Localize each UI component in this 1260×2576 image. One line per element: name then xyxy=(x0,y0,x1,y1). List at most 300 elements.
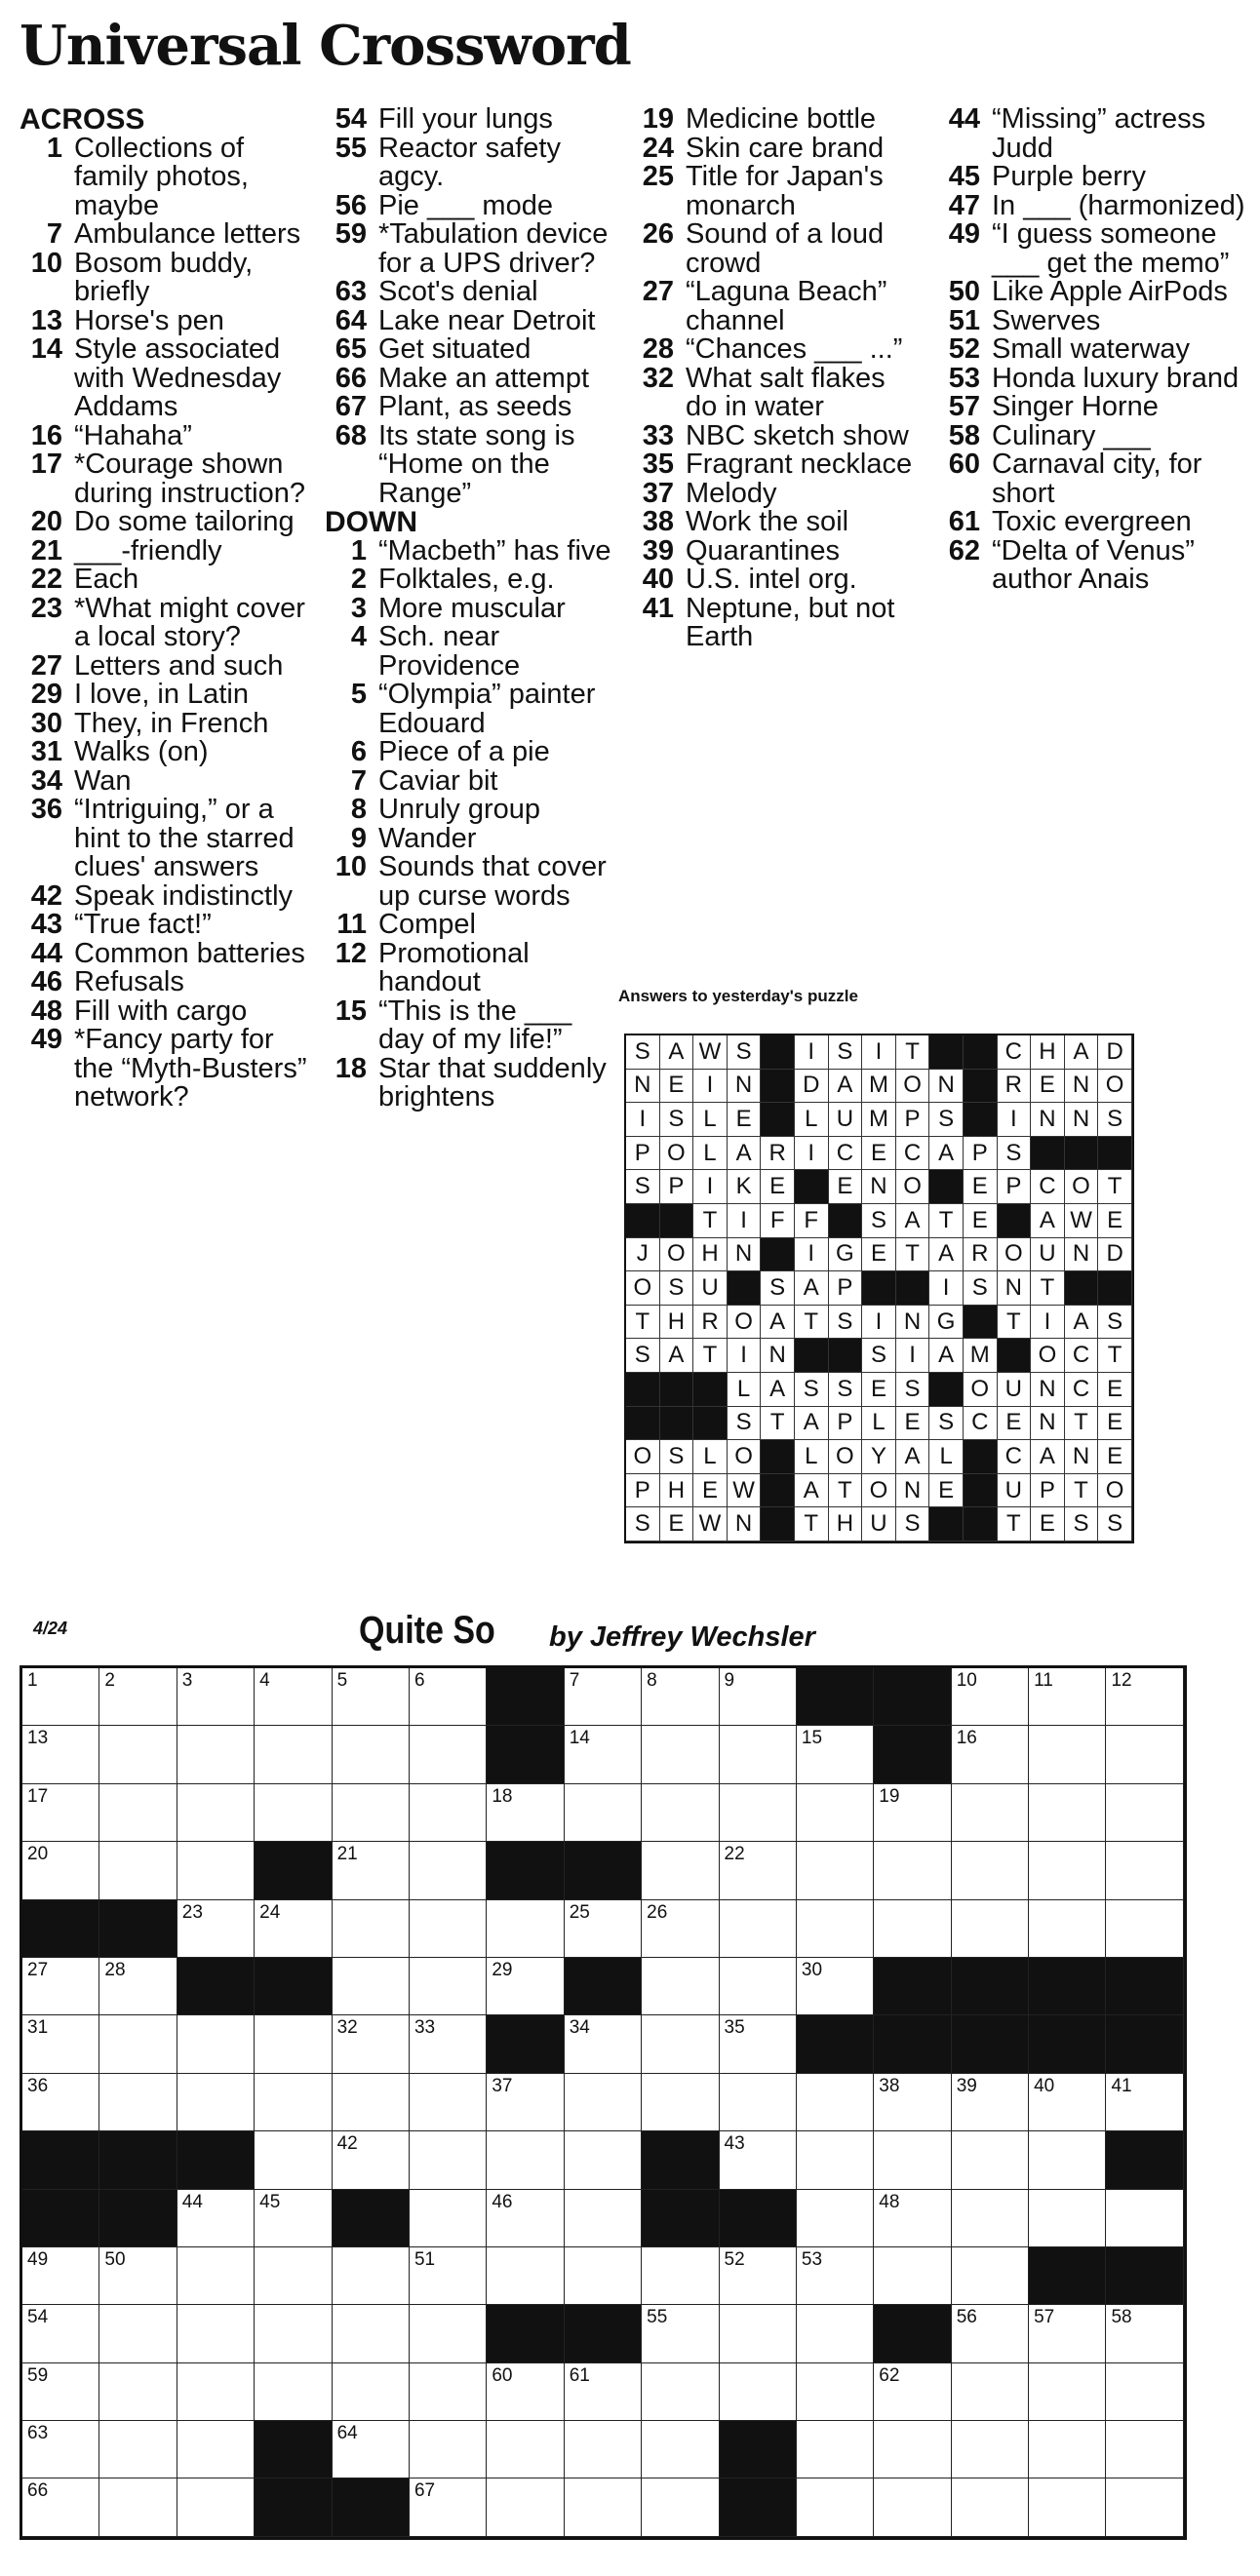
grid-cell[interactable] xyxy=(565,2131,642,2189)
grid-cell[interactable] xyxy=(410,2305,487,2362)
grid-cell[interactable] xyxy=(720,1900,797,1958)
answer-letter-cell: K xyxy=(728,1170,762,1204)
clue-item xyxy=(934,508,1246,537)
grid-cell[interactable] xyxy=(952,1784,1029,1842)
grid-cell[interactable] xyxy=(177,2247,255,2305)
grid-cell[interactable] xyxy=(642,2478,719,2536)
grid-cell[interactable] xyxy=(487,2478,564,2536)
grid-cell[interactable] xyxy=(1106,2190,1183,2247)
answer-block-cell xyxy=(929,1373,964,1407)
answer-letter-cell: E xyxy=(1098,1373,1132,1407)
grid-cell[interactable] xyxy=(333,2131,410,2189)
grid-block-cell xyxy=(565,2305,642,2362)
grid-cell[interactable] xyxy=(99,2015,177,2073)
grid-cell[interactable] xyxy=(1029,1668,1106,1726)
grid-cell[interactable] xyxy=(333,2074,410,2131)
clue-heading: DOWN xyxy=(325,506,417,538)
grid-cell[interactable] xyxy=(177,1784,255,1842)
clue-item xyxy=(630,419,923,451)
grid-cell[interactable] xyxy=(1029,1900,1106,1958)
grid-cell[interactable] xyxy=(720,2363,797,2421)
grid-cell[interactable] xyxy=(565,2478,642,2536)
grid-cell[interactable] xyxy=(874,2421,951,2478)
grid-cell[interactable] xyxy=(642,2363,719,2421)
answer-letter-cell: T xyxy=(1065,1474,1099,1508)
grid-cell[interactable] xyxy=(99,1784,177,1842)
grid-cell[interactable] xyxy=(22,2305,99,2362)
clue-number: 36 xyxy=(30,794,62,825)
clue-item xyxy=(934,278,1246,307)
grid-cell[interactable] xyxy=(642,1784,719,1842)
grid-cell[interactable] xyxy=(874,2247,951,2305)
grid-cell-number: 20 xyxy=(27,1844,49,1865)
grid-cell[interactable] xyxy=(797,2305,874,2362)
grid-cell[interactable] xyxy=(565,2421,642,2478)
grid-cell[interactable] xyxy=(99,2363,177,2421)
grid-cell[interactable] xyxy=(720,2015,797,2073)
grid-cell[interactable] xyxy=(410,2363,487,2421)
grid-cell[interactable] xyxy=(255,2305,332,2362)
grid-cell[interactable] xyxy=(22,1784,99,1842)
answer-letter-cell: C xyxy=(1065,1339,1099,1373)
grid-cell[interactable] xyxy=(177,2015,255,2073)
grid-cell[interactable] xyxy=(333,1784,410,1842)
grid-cell[interactable] xyxy=(410,1784,487,1842)
grid-cell[interactable] xyxy=(177,2074,255,2131)
clue-text: Folktales, e.g. xyxy=(378,564,555,595)
grid-cell[interactable] xyxy=(1029,2478,1106,2536)
clue-item xyxy=(630,592,923,652)
grid-cell-number: 45 xyxy=(259,2191,281,2212)
grid-cell[interactable] xyxy=(797,1900,874,1958)
clue-item xyxy=(20,592,312,652)
grid-cell[interactable] xyxy=(99,2074,177,2131)
grid-cell[interactable] xyxy=(720,2305,797,2362)
grid-cell[interactable] xyxy=(1029,2131,1106,2189)
answer-letter-cell: N xyxy=(1031,1373,1065,1407)
clue-text: Culinary ___ xyxy=(992,419,1151,451)
grid-cell[interactable] xyxy=(797,1784,874,1842)
answer-letter-cell: E xyxy=(829,1170,863,1204)
grid-cell[interactable] xyxy=(565,2190,642,2247)
grid-cell[interactable] xyxy=(565,2363,642,2421)
grid-cell[interactable] xyxy=(410,2247,487,2305)
clue-number: 7 xyxy=(46,218,62,250)
grid-cell[interactable] xyxy=(99,1668,177,1726)
grid-cell[interactable] xyxy=(1029,1726,1106,1783)
grid-cell[interactable] xyxy=(874,2074,951,2131)
grid-cell[interactable] xyxy=(1029,1784,1106,1842)
grid-cell[interactable] xyxy=(720,1726,797,1783)
grid-cell[interactable] xyxy=(797,1842,874,1899)
grid-block-cell xyxy=(952,1958,1029,2015)
clue-text: *Fancy party for the “Myth-Busters” network? xyxy=(74,1024,307,1112)
grid-cell[interactable] xyxy=(410,2190,487,2247)
grid-cell-number: 38 xyxy=(879,2075,900,2096)
clue-item xyxy=(20,997,312,1027)
clue-number: 18 xyxy=(335,1052,367,1084)
grid-cell[interactable] xyxy=(410,1900,487,1958)
grid-cell[interactable] xyxy=(874,2363,951,2421)
grid-cell[interactable] xyxy=(874,2190,951,2247)
grid-cell[interactable] xyxy=(410,1726,487,1783)
answer-letter-cell: N xyxy=(728,1238,762,1272)
grid-cell[interactable] xyxy=(410,2421,487,2478)
grid-cell[interactable] xyxy=(333,2247,410,2305)
grid-cell-number: 41 xyxy=(1111,2075,1132,2096)
grid-cell[interactable] xyxy=(952,2247,1029,2305)
grid-cell[interactable] xyxy=(642,2247,719,2305)
grid-cell-number: 13 xyxy=(27,1728,49,1749)
grid-cell[interactable] xyxy=(487,2131,564,2189)
grid-cell[interactable] xyxy=(1106,1900,1183,1958)
clue-item xyxy=(934,304,1246,336)
grid-cell[interactable] xyxy=(1029,2305,1106,2362)
grid-cell[interactable] xyxy=(720,2131,797,2189)
clue-item xyxy=(325,937,617,997)
clue-text: I love, in Latin xyxy=(74,679,249,710)
grid-cell[interactable] xyxy=(333,1958,410,2015)
grid-block-cell xyxy=(642,2190,719,2247)
clue-text: Bosom buddy, briefly xyxy=(74,247,254,307)
grid-cell[interactable] xyxy=(1029,2190,1106,2247)
answer-letter-cell: S xyxy=(829,1035,863,1070)
grid-block-cell xyxy=(642,2131,719,2189)
answer-letter-cell: I xyxy=(1031,1306,1065,1340)
answer-letter-cell: T xyxy=(626,1306,660,1340)
answer-letter-cell: I xyxy=(626,1103,660,1137)
answer-letter-cell: I xyxy=(998,1103,1032,1137)
grid-cell[interactable] xyxy=(410,2131,487,2189)
grid-cell[interactable] xyxy=(333,2363,410,2421)
grid-cell[interactable] xyxy=(642,1668,719,1726)
grid-cell[interactable] xyxy=(410,2074,487,2131)
grid-cell[interactable] xyxy=(255,2074,332,2131)
grid-cell[interactable] xyxy=(255,1784,332,1842)
grid-cell[interactable] xyxy=(1106,1784,1183,1842)
grid-cell[interactable] xyxy=(720,2247,797,2305)
answer-block-cell xyxy=(964,1306,998,1340)
yesterday-answers-label: Answers to yesterday's puzzle xyxy=(618,987,858,1005)
clue-text: “Macbeth” has five xyxy=(378,534,611,566)
clue-item xyxy=(325,566,617,595)
answer-letter-cell: S xyxy=(626,1035,660,1070)
grid-cell[interactable] xyxy=(952,1900,1029,1958)
clue-text: NBC sketch show xyxy=(686,419,909,451)
clue-item xyxy=(20,879,312,912)
answer-letter-cell: E xyxy=(1031,1070,1065,1104)
answer-letter-cell: L xyxy=(693,1137,728,1171)
grid-cell[interactable] xyxy=(565,1784,642,1842)
grid-cell[interactable] xyxy=(1029,2421,1106,2478)
grid-cell[interactable] xyxy=(797,2190,874,2247)
grid-cell[interactable] xyxy=(797,2363,874,2421)
grid-cell[interactable] xyxy=(177,1726,255,1783)
answer-letter-cell: E xyxy=(660,1070,694,1104)
clue-text: Purple berry xyxy=(992,161,1146,192)
grid-cell[interactable] xyxy=(642,2305,719,2362)
grid-cell[interactable] xyxy=(642,1726,719,1783)
answer-letter-cell: A xyxy=(896,1204,930,1238)
answer-letter-cell: O xyxy=(862,1474,896,1508)
grid-cell[interactable] xyxy=(22,2478,99,2536)
clue-number: 65 xyxy=(335,333,367,365)
clue-number: 1 xyxy=(350,534,367,566)
grid-cell[interactable] xyxy=(99,1726,177,1783)
grid-cell[interactable] xyxy=(565,1726,642,1783)
clue-text: Caviar bit xyxy=(378,764,498,797)
grid-cell[interactable] xyxy=(1106,2363,1183,2421)
answer-letter-cell: S xyxy=(829,1306,863,1340)
grid-cell[interactable] xyxy=(99,2305,177,2362)
grid-cell[interactable] xyxy=(952,2190,1029,2247)
grid-cell-number: 7 xyxy=(569,1670,580,1691)
grid-cell[interactable] xyxy=(565,1668,642,1726)
grid-cell[interactable] xyxy=(177,1668,255,1726)
grid-cell-number: 28 xyxy=(104,1959,126,1980)
grid-cell[interactable] xyxy=(487,2363,564,2421)
grid-cell[interactable] xyxy=(952,1726,1029,1783)
grid-cell[interactable] xyxy=(1106,2305,1183,2362)
answer-letter-cell: N xyxy=(728,1070,762,1104)
clue-number: 1 xyxy=(46,132,62,164)
grid-cell[interactable] xyxy=(487,2421,564,2478)
answer-letter-cell: A xyxy=(795,1407,829,1441)
grid-cell[interactable] xyxy=(952,2074,1029,2131)
grid-cell[interactable] xyxy=(333,1900,410,1958)
answer-letter-cell: F xyxy=(795,1204,829,1238)
answer-letter-cell: L xyxy=(795,1440,829,1474)
answer-letter-cell: O xyxy=(1098,1474,1132,1508)
grid-cell-number: 55 xyxy=(647,2307,668,2328)
grid-block-cell xyxy=(177,1958,255,2015)
grid-cell[interactable] xyxy=(952,2305,1029,2362)
grid-cell[interactable] xyxy=(1106,2478,1183,2536)
grid-cell[interactable] xyxy=(642,2015,719,2073)
grid-cell[interactable] xyxy=(255,1668,332,1726)
grid-cell[interactable] xyxy=(874,1900,951,1958)
grid-cell[interactable] xyxy=(797,2131,874,2189)
grid-cell[interactable] xyxy=(22,2074,99,2131)
grid-cell-number: 48 xyxy=(879,2191,900,2212)
grid-cell[interactable] xyxy=(177,2478,255,2536)
grid-cell[interactable] xyxy=(720,2074,797,2131)
grid-cell[interactable] xyxy=(487,1900,564,1958)
grid-cell[interactable] xyxy=(255,2190,332,2247)
grid-cell[interactable] xyxy=(333,1842,410,1899)
grid-cell[interactable] xyxy=(874,1784,951,1842)
grid-block-cell xyxy=(720,2478,797,2536)
grid-cell[interactable] xyxy=(797,2074,874,2131)
grid-cell[interactable] xyxy=(410,1668,487,1726)
grid-cell[interactable] xyxy=(255,2247,332,2305)
grid-cell[interactable] xyxy=(1029,2363,1106,2421)
puzzle-byline: by Jeffrey Wechsler xyxy=(549,1621,815,1653)
grid-cell[interactable] xyxy=(720,1784,797,1842)
grid-cell[interactable] xyxy=(1106,2074,1183,2131)
grid-cell[interactable] xyxy=(255,1726,332,1783)
answer-letter-cell: I xyxy=(693,1170,728,1204)
grid-cell[interactable] xyxy=(22,2363,99,2421)
answer-block-cell xyxy=(964,1474,998,1508)
answer-letter-cell: N xyxy=(1065,1440,1099,1474)
answer-block-cell xyxy=(1065,1271,1099,1306)
grid-cell[interactable] xyxy=(177,1900,255,1958)
grid-cell[interactable] xyxy=(333,1668,410,1726)
clue-heading: ACROSS xyxy=(20,103,145,136)
clue-number: 2 xyxy=(350,564,367,595)
grid-cell[interactable] xyxy=(642,1958,719,2015)
grid-cell[interactable] xyxy=(255,2131,332,2189)
grid-cell[interactable] xyxy=(487,2190,564,2247)
grid-cell[interactable] xyxy=(99,2421,177,2478)
answer-letter-cell: N xyxy=(896,1306,930,1340)
grid-cell[interactable] xyxy=(333,1726,410,1783)
clue-number: 48 xyxy=(30,995,62,1027)
clue-text: Do some tailoring xyxy=(74,506,295,537)
answer-letter-cell: S xyxy=(795,1373,829,1407)
grid-cell[interactable] xyxy=(720,1668,797,1726)
puzzle-title: Quite So xyxy=(359,1609,495,1652)
grid-cell[interactable] xyxy=(22,1726,99,1783)
grid-cell[interactable] xyxy=(333,2305,410,2362)
clue-item xyxy=(934,362,1246,394)
grid-cell[interactable] xyxy=(333,2421,410,2478)
grid-cell[interactable] xyxy=(720,1842,797,1899)
grid-cell[interactable] xyxy=(1106,2421,1183,2478)
clue-number: 27 xyxy=(30,649,62,682)
grid-cell[interactable] xyxy=(487,1784,564,1842)
grid-cell[interactable] xyxy=(565,2015,642,2073)
grid-cell[interactable] xyxy=(255,1900,332,1958)
grid-cell[interactable] xyxy=(255,2015,332,2073)
grid-cell[interactable] xyxy=(1029,2074,1106,2131)
clue-text: “Hahaha” xyxy=(74,419,192,451)
grid-cell[interactable] xyxy=(22,2015,99,2073)
grid-cell[interactable] xyxy=(99,2247,177,2305)
grid-cell-number: 17 xyxy=(27,1785,49,1807)
grid-cell[interactable] xyxy=(410,2015,487,2073)
grid-block-cell xyxy=(1106,1958,1183,2015)
clue-text: ___-friendly xyxy=(74,534,222,566)
answer-block-cell xyxy=(693,1373,728,1407)
grid-cell[interactable] xyxy=(487,1958,564,2015)
clue-text: Lake near Detroit xyxy=(378,304,596,336)
grid-cell[interactable] xyxy=(99,1958,177,2015)
clue-text: Singer Horne xyxy=(992,391,1159,422)
grid-cell[interactable] xyxy=(797,2478,874,2536)
crossword-grid[interactable] xyxy=(20,1665,1187,2540)
grid-cell[interactable] xyxy=(797,1726,874,1783)
grid-cell[interactable] xyxy=(952,2363,1029,2421)
grid-cell[interactable] xyxy=(1106,1668,1183,1726)
grid-cell[interactable] xyxy=(22,2421,99,2478)
grid-block-cell xyxy=(874,1668,951,1726)
grid-cell[interactable] xyxy=(177,2363,255,2421)
grid-cell[interactable] xyxy=(565,2074,642,2131)
grid-cell[interactable] xyxy=(952,2421,1029,2478)
grid-cell[interactable] xyxy=(1029,1842,1106,1899)
grid-cell[interactable] xyxy=(874,2478,951,2536)
grid-cell[interactable] xyxy=(797,1958,874,2015)
grid-cell[interactable] xyxy=(797,2421,874,2478)
clue-item xyxy=(630,163,923,220)
clue-item xyxy=(20,304,312,336)
answer-letter-cell: H xyxy=(660,1306,694,1340)
grid-cell[interactable] xyxy=(177,2421,255,2478)
clue-item xyxy=(630,278,923,335)
grid-cell[interactable] xyxy=(874,1842,951,1899)
clue-column-4 xyxy=(934,105,1246,595)
grid-cell[interactable] xyxy=(565,2247,642,2305)
grid-cell[interactable] xyxy=(797,2247,874,2305)
grid-cell-number: 34 xyxy=(569,2017,590,2039)
grid-cell[interactable] xyxy=(487,2074,564,2131)
clue-number: 21 xyxy=(30,534,62,566)
grid-cell[interactable] xyxy=(22,1958,99,2015)
answer-block-cell xyxy=(660,1373,694,1407)
answer-letter-cell: M xyxy=(964,1339,998,1373)
grid-cell[interactable] xyxy=(952,2478,1029,2536)
grid-cell[interactable] xyxy=(177,2305,255,2362)
grid-cell[interactable] xyxy=(410,2478,487,2536)
grid-cell[interactable] xyxy=(642,2421,719,2478)
answer-letter-cell: T xyxy=(1098,1170,1132,1204)
grid-cell[interactable] xyxy=(177,2190,255,2247)
clue-number: 40 xyxy=(642,564,674,595)
grid-cell[interactable] xyxy=(99,1842,177,1899)
grid-cell[interactable] xyxy=(952,1842,1029,1899)
grid-cell[interactable] xyxy=(1106,1726,1183,1783)
grid-cell[interactable] xyxy=(487,2247,564,2305)
answer-letter-cell: O xyxy=(896,1070,930,1104)
answer-letter-cell: H xyxy=(829,1507,863,1542)
grid-cell-number: 4 xyxy=(259,1670,270,1691)
answer-letter-cell: N xyxy=(1065,1070,1099,1104)
grid-cell[interactable] xyxy=(22,1668,99,1726)
grid-cell[interactable] xyxy=(410,1842,487,1899)
grid-cell[interactable] xyxy=(333,2015,410,2073)
grid-cell[interactable] xyxy=(952,1668,1029,1726)
clue-text: Ambulance letters xyxy=(74,218,301,250)
grid-cell[interactable] xyxy=(255,2363,332,2421)
grid-cell[interactable] xyxy=(720,1958,797,2015)
answer-block-cell xyxy=(929,1035,964,1070)
grid-cell[interactable] xyxy=(642,2074,719,2131)
grid-cell[interactable] xyxy=(22,1842,99,1899)
grid-cell[interactable] xyxy=(642,1842,719,1899)
answer-letter-cell: H xyxy=(660,1474,694,1508)
grid-cell[interactable] xyxy=(177,1842,255,1899)
grid-cell[interactable] xyxy=(565,1900,642,1958)
clue-text: Honda luxury brand xyxy=(992,362,1240,394)
clue-number: 19 xyxy=(642,103,674,135)
grid-cell[interactable] xyxy=(410,1958,487,2015)
grid-cell[interactable] xyxy=(642,1900,719,1958)
answer-letter-cell: S xyxy=(929,1103,964,1137)
answer-letter-cell: N xyxy=(896,1474,930,1508)
grid-cell[interactable] xyxy=(952,2131,1029,2189)
clue-number: 61 xyxy=(948,506,980,537)
grid-cell[interactable] xyxy=(99,2478,177,2536)
answer-letter-cell: N xyxy=(1031,1407,1065,1441)
grid-cell[interactable] xyxy=(22,2247,99,2305)
grid-cell[interactable] xyxy=(874,2131,951,2189)
clue-item xyxy=(934,105,1246,163)
answer-letter-cell: U xyxy=(1031,1238,1065,1272)
grid-cell[interactable] xyxy=(1106,1842,1183,1899)
clue-text: Scot's denial xyxy=(378,276,538,307)
